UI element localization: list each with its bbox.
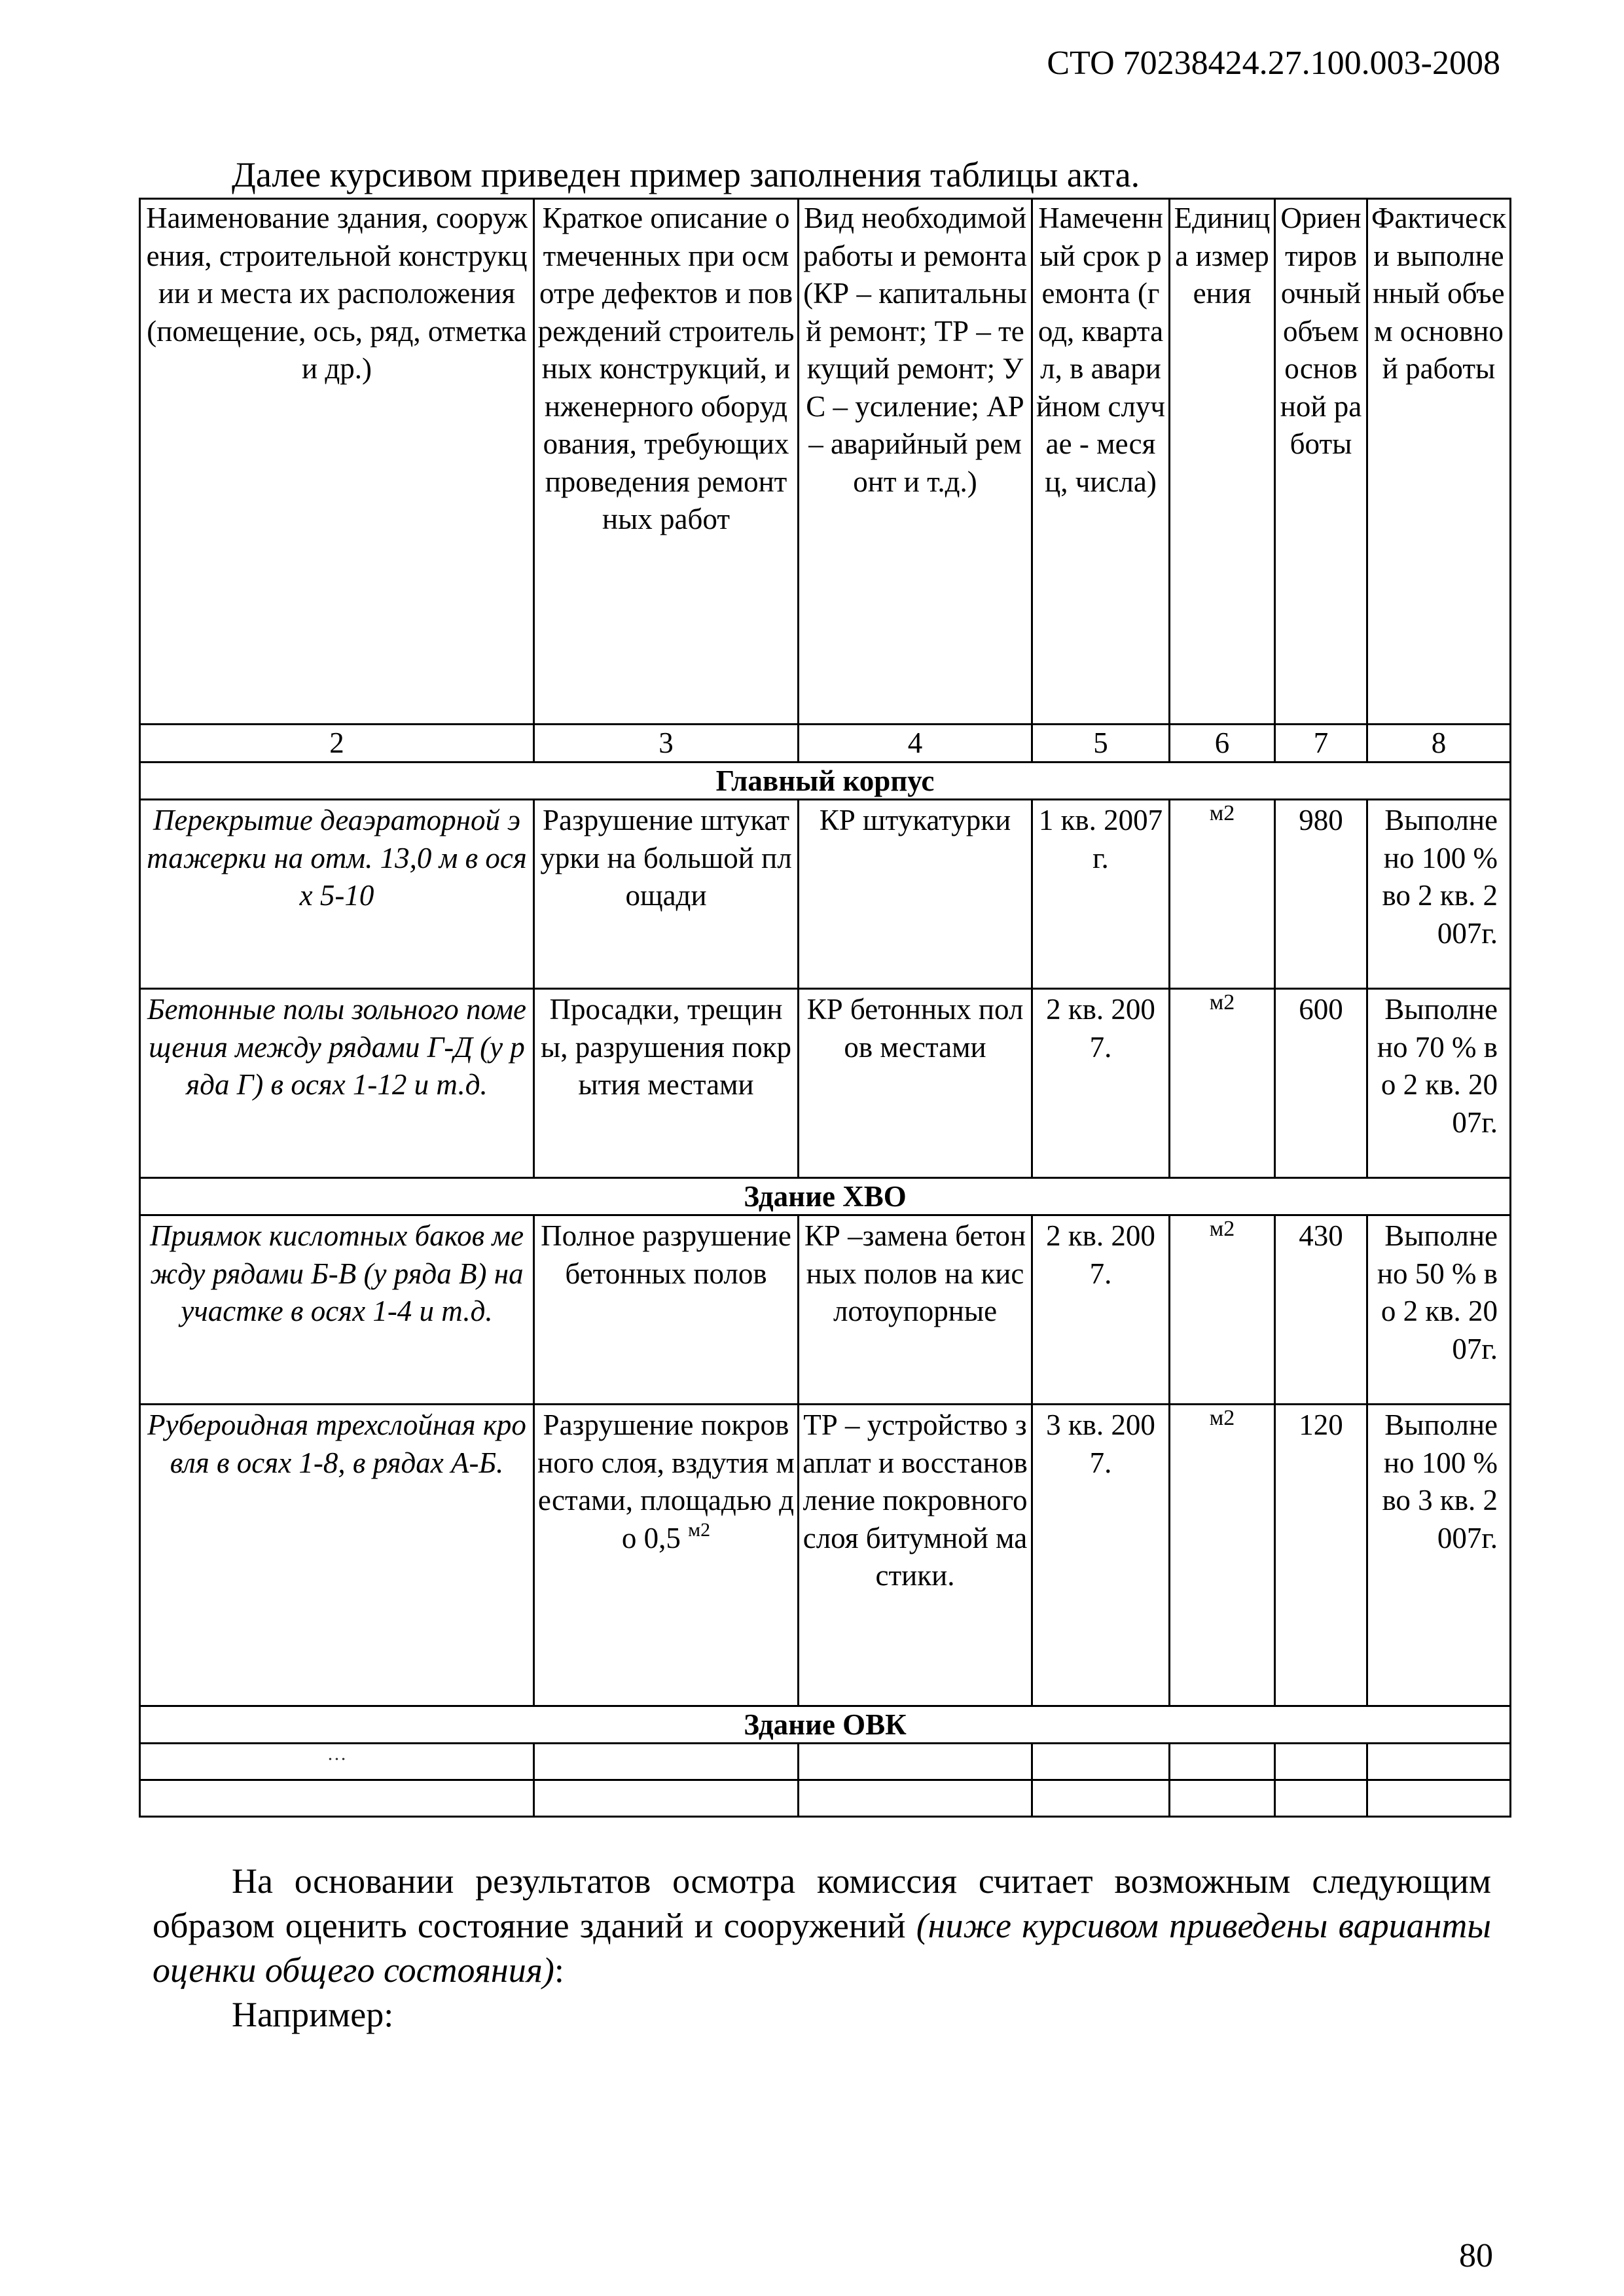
- empty-cell: [1367, 1780, 1511, 1817]
- intro-text: Далее курсивом приведен пример заполнения таблицы акта.: [232, 155, 1140, 194]
- fact-cell: Выполнено 70 % во 2 кв. 2007г.: [1367, 989, 1511, 1178]
- column-header: Вид необходимой работы и ремонта (КР – капитальный ремонт; ТР – текущий ремонт; УС – усиление; АР – аварийный ремонт и т.д.): [799, 199, 1032, 725]
- defect-cell: Просадки, трещины, разрушения покрытия местами: [534, 989, 799, 1178]
- column-number: 3: [534, 725, 799, 762]
- work-cell: ТР – устройство заплат и восстановление покровного слоя битумной мастики.: [799, 1405, 1032, 1706]
- fact-cell: Выполнено 100 % во 3 кв. 2007г.: [1367, 1405, 1511, 1706]
- fact-cell: Выполнено 100 % во 2 кв. 2007г.: [1367, 800, 1511, 989]
- term-cell: 3 кв. 2007.: [1032, 1405, 1170, 1706]
- section-row: [140, 762, 1511, 800]
- empty-cell: [799, 1744, 1032, 1780]
- body-text: [153, 1859, 1491, 2037]
- empty-cell: [534, 1780, 799, 1817]
- term-cell: 1 кв. 2007г.: [1032, 800, 1170, 989]
- empty-cell: [1367, 1744, 1511, 1780]
- section-title: Здание ХВО: [140, 1178, 1511, 1215]
- table-row: [140, 800, 1511, 989]
- empty-cell: [1032, 1744, 1170, 1780]
- column-number: 4: [799, 725, 1032, 762]
- work-cell: КР бетонных полов местами: [799, 989, 1032, 1178]
- unit-cell: м2: [1170, 1405, 1275, 1706]
- volume-cell: 980: [1275, 800, 1367, 989]
- column-header: Наименование здания, сооружения, строительной конструкции и места их расположения (помещение, ось, ряд, отметка и др.): [140, 199, 534, 725]
- empty-cell: [1032, 1780, 1170, 1817]
- defect-cell: Полное разрушение бетонных полов: [534, 1215, 799, 1405]
- page-number: 80: [1459, 2237, 1493, 2274]
- volume-cell: 120: [1275, 1405, 1367, 1706]
- defect-text: Разрушение покровного слоя, вздутия местами, площадью до 0,5: [537, 1408, 795, 1554]
- section-row: [140, 1706, 1511, 1744]
- act-table: [139, 198, 1511, 1818]
- work-cell: КР штукатурки: [799, 800, 1032, 989]
- column-number-row: [140, 725, 1511, 762]
- column-number: 7: [1275, 725, 1367, 762]
- table-row: [140, 1405, 1511, 1706]
- section-row: [140, 1178, 1511, 1215]
- example-paragraph: Например:: [232, 1995, 394, 2034]
- defect-cell: Разрушение штукатурки на большой площади: [534, 800, 799, 989]
- unit-cell: м2: [1170, 1215, 1275, 1405]
- column-header: Фактически выполненный объем основной работы: [1367, 199, 1511, 725]
- column-number: 6: [1170, 725, 1275, 762]
- empty-cell: [140, 1780, 534, 1817]
- term-cell: 2 кв. 2007.: [1032, 989, 1170, 1178]
- object-cell: Бетонные полы зольного помещения между рядами Г-Д (у ряда Г) в осях 1-12 и т.д.: [140, 989, 534, 1178]
- empty-cell: [534, 1744, 799, 1780]
- fact-cell: Выполнено 50 % во 2 кв. 2007г.: [1367, 1215, 1511, 1405]
- volume-cell: 430: [1275, 1215, 1367, 1405]
- empty-cell: [1170, 1744, 1275, 1780]
- volume-cell: 600: [1275, 989, 1367, 1178]
- term-cell: 2 кв. 2007.: [1032, 1215, 1170, 1405]
- empty-cell: [1170, 1780, 1275, 1817]
- work-cell: КР –замена бетонных полов на кислотоупорные: [799, 1215, 1032, 1405]
- defect-cell: [534, 1405, 799, 1706]
- object-cell: Рубероидная трехслойная кровля в осях 1-8, в рядах А-Б.: [140, 1405, 534, 1706]
- empty-cell: [1275, 1744, 1367, 1780]
- column-number: 8: [1367, 725, 1511, 762]
- assessment-paragraph: [153, 1859, 1491, 1992]
- column-number: 5: [1032, 725, 1170, 762]
- column-number: 2: [140, 725, 534, 762]
- section-title: Главный корпус: [140, 762, 1511, 800]
- column-header: Намеченный срок ремонта (год, квартал, в аварийном случае - месяц, числа): [1032, 199, 1170, 725]
- unit-superscript: м2: [688, 1518, 711, 1541]
- empty-cell: [799, 1780, 1032, 1817]
- column-header: Краткое описание отмеченных при осмотре дефектов и повреждений строительных конструкций, инженерного оборудования, требующих проведения ремонтных работ: [534, 199, 799, 725]
- paragraph-italic-note: (ниже курсивом приведены варианты оценки общего состояния): [153, 1906, 1492, 1990]
- unit-cell: м2: [1170, 989, 1275, 1178]
- section-title: Здание ОВК: [140, 1706, 1511, 1744]
- table-row: [140, 1744, 1511, 1780]
- paragraph-text: На основании результатов осмотра комиссия считает возможным следующим образом оценить состояние зданий и сооружений: [153, 1861, 1491, 1945]
- table-row: [140, 1780, 1511, 1817]
- object-cell: Перекрытие деаэраторной этажерки на отм. 13,0 м в осях 5-10: [140, 800, 534, 989]
- paragraph-end: :: [554, 1950, 564, 1990]
- table-row: [140, 989, 1511, 1178]
- object-cell: Приямок кислотных баков между рядами Б-В (у ряда В) на участке в осях 1-4 и т.д.: [140, 1215, 534, 1405]
- column-header: Ориентировочный объем основной работы: [1275, 199, 1367, 725]
- document-code: СТО 70238424.27.100.003-2008: [1047, 45, 1500, 82]
- table-row: [140, 1215, 1511, 1405]
- ellipsis-cell: …: [140, 1744, 534, 1780]
- empty-cell: [1275, 1780, 1367, 1817]
- table-header-row: [140, 199, 1511, 725]
- column-header: Единица измерения: [1170, 199, 1275, 725]
- unit-cell: м2: [1170, 800, 1275, 989]
